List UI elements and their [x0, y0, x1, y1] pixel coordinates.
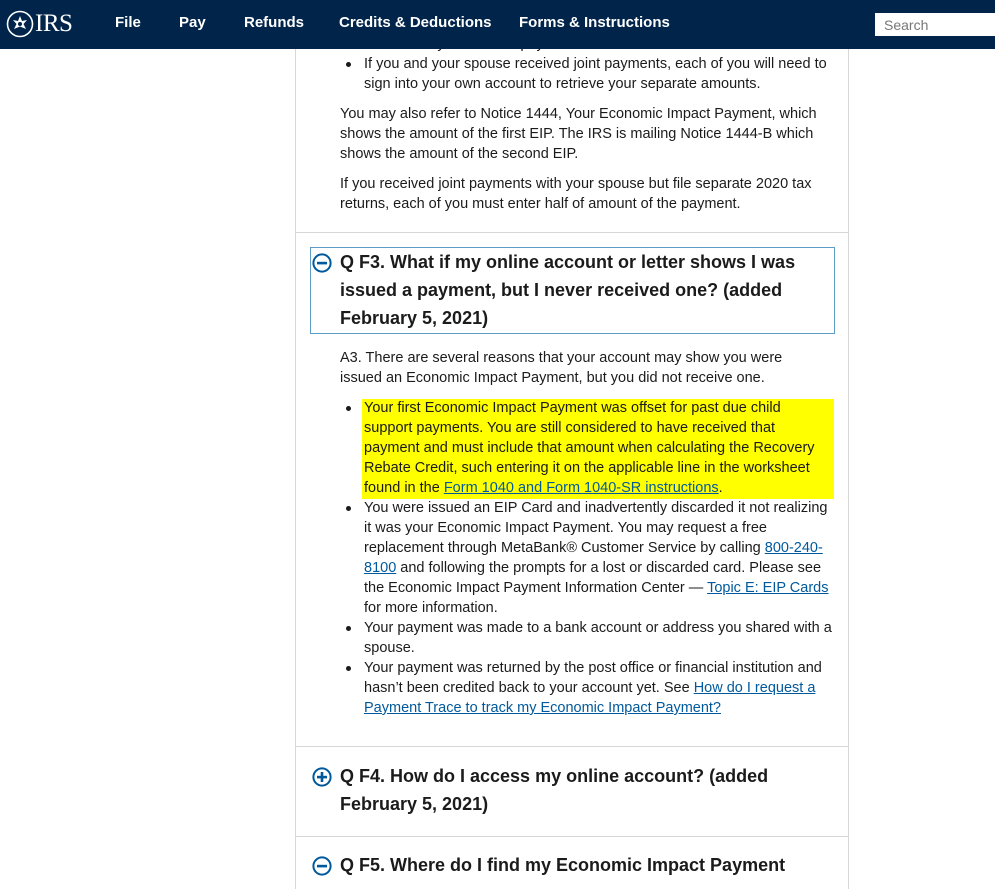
answer-f3-bullet-offset-text: Your first Economic Impact Payment was offset for past due child support payments. You are still considered to have received that payment and must include that amount when calculating the Recovery Rebate Credit, such entering it on the applicable line in the worksheet found in the: [364, 400, 815, 496]
topic-e-eip-cards-link[interactable]: Topic E: EIP Cards: [707, 580, 829, 596]
accordion-divider: [295, 836, 849, 837]
bullet-dot: [346, 626, 351, 631]
answer-f3-bullet-eip-card: [364, 498, 834, 618]
top-navigation-bar: [0, 0, 995, 49]
accordion-divider: [295, 746, 849, 747]
bullet-dot: [346, 506, 351, 511]
bullet-dot: [346, 666, 351, 671]
metabank-phone-link[interactable]: 800-240-8100: [364, 540, 823, 576]
collapse-minus-icon[interactable]: [312, 253, 332, 273]
answer-f3-bullet-eip-card-end: for more information.: [364, 600, 498, 616]
search-input[interactable]: [875, 13, 995, 36]
answer-f3-bullet-eip-card-mid: and following the prompts for a lost or discarded card. Please see the Economic Impact Payment Information Center —: [364, 560, 822, 596]
answer-f3-bullet-shared-account: Your payment was made to a bank account or address you shared with a spouse.: [364, 620, 832, 656]
question-f4-title[interactable]: Q F4. How do I access my online account? (added February 5, 2021): [340, 766, 769, 814]
irs-logo[interactable]: [6, 9, 72, 39]
question-f3-title[interactable]: Q F3. What if my online account or letter shows I was issued a payment, but I never received one? (added February 5, 2021): [340, 252, 796, 328]
nav-pay[interactable]: Pay: [179, 14, 206, 31]
accordion-divider: [295, 232, 849, 233]
answer-f3-bullet-returned-text: Your payment was returned by the post office or financial institution and hasn’t been credited back to your account yet. See: [364, 660, 822, 696]
prev-answer-notice-paragraph: You may also refer to Notice 1444, Your Economic Impact Payment, which shows the amount of the first EIP. The IRS is mailing Notice 1444-B which shows the amount of the second EIP.: [340, 106, 817, 162]
question-f5-title[interactable]: Q F5. Where do I find my Economic Impact Payment: [340, 855, 786, 875]
prev-answer-joint-paragraph: If you received joint payments with your spouse but file separate 2020 tax returns, each of you must enter half of amount of the payment.: [340, 176, 812, 212]
nav-credits-deductions[interactable]: Credits & Deductions: [339, 14, 492, 31]
nav-refunds[interactable]: Refunds: [244, 14, 304, 31]
form-1040-instructions-link[interactable]: Form 1040 and Form 1040-SR instructions: [443, 480, 719, 496]
answer-f3-bullet-returned: [364, 658, 830, 718]
prev-answer-bullet-joint: If you and your spouse received joint payments, each of you will need to sign into your own account to retrieve your separate amounts.: [364, 56, 827, 92]
bullet-dot: [346, 406, 351, 411]
answer-f3-bullet-eip-card-text: You were issued an EIP Card and inadvertently discarded it not realizing it was your Economic Impact Payment. You may request a free replacement through MetaBank® Customer Service by calling: [364, 500, 828, 556]
expand-plus-icon[interactable]: [312, 767, 332, 787]
irs-logo-text: IRS: [35, 10, 73, 37]
irs-eagle-icon: [6, 10, 34, 38]
nav-forms-instructions[interactable]: Forms & Instructions: [519, 14, 670, 31]
bullet-dot: [346, 62, 351, 67]
answer-f3-intro: A3. There are several reasons that your account may show you were issued an Economic Impact Payment, but you did not receive one.: [340, 350, 783, 386]
nav-file[interactable]: File: [115, 14, 141, 31]
collapse-minus-icon[interactable]: [312, 856, 332, 876]
answer-f3-bullet-offset: [364, 398, 830, 498]
payment-trace-link[interactable]: How do I request a Payment Trace to track my Economic Impact Payment?: [364, 680, 816, 716]
answer-f3-bullet-offset-period: .: [718, 480, 723, 496]
